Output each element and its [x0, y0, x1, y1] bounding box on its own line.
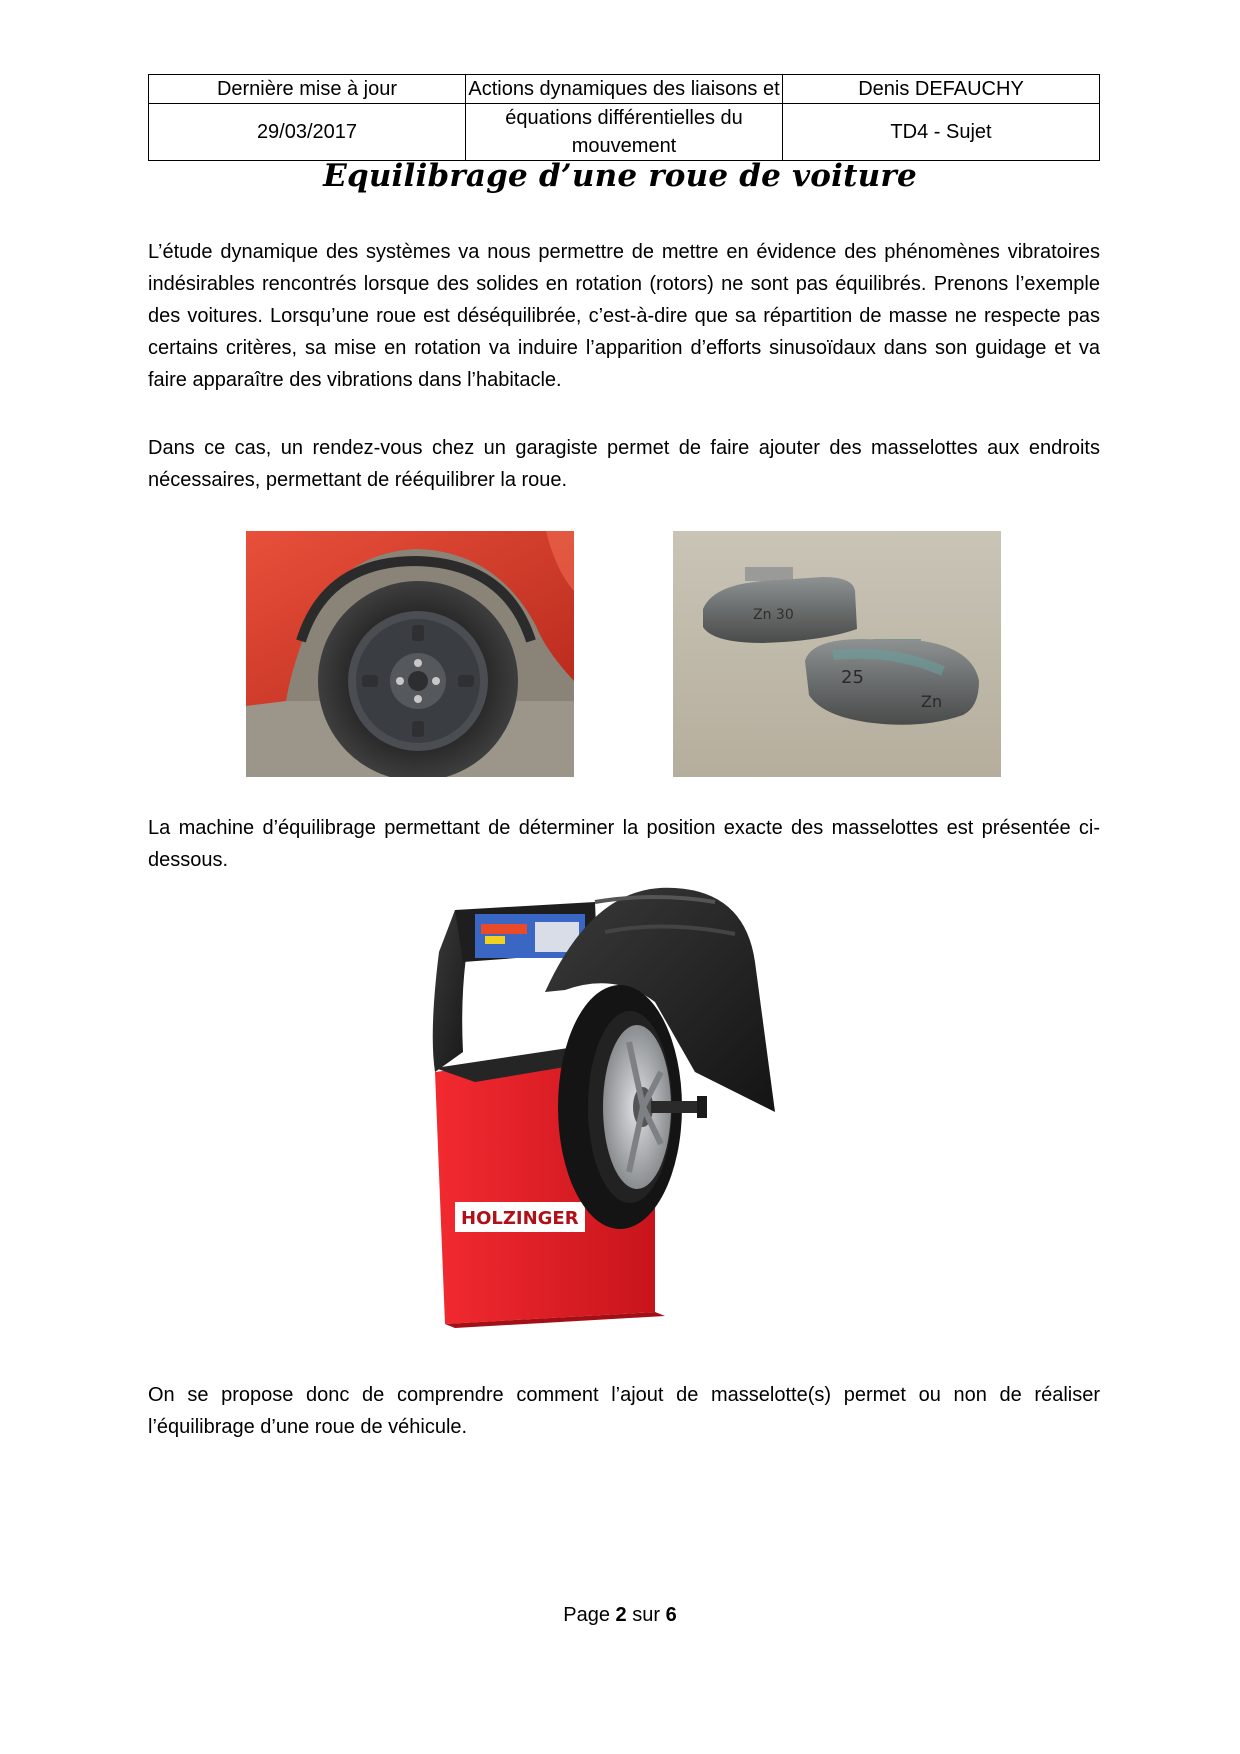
paragraph-intro: L’étude dynamique des systèmes va nous permettre de mettre en évidence des phénomènes vibratoires indésirables rencontrés lorsque des solides en rotation (rotors) ne sont pas équilibrés. Prenons l’exemple des voitures. Lorsqu’une roue est déséquilibrée, c’est-à-dire que sa répartition de masse ne respecte pas certains critères, sa mise en rotation va induire l’apparition d’efforts sinusoïdaux dans son guidage et va faire apparaître des vibrations dans l’habitacle.	[148, 241, 1100, 391]
header-document-code: TD4 - Sujet	[783, 104, 1100, 161]
paragraph-objective: On se propose donc de comprendre comment l’ajout de masselotte(s) permet ou non de réaliser l’équilibrage d’une roue de véhicule.	[148, 1384, 1100, 1438]
car-wheel-photo	[246, 531, 574, 777]
machine-brand-label: HOLZINGER	[461, 1208, 579, 1229]
weight-mark-zn: Zn	[921, 692, 943, 711]
footer-page-prefix: Page	[563, 1604, 610, 1626]
header-update-date: 29/03/2017	[149, 104, 466, 161]
page-footer	[0, 1604, 1240, 1627]
paragraph-machine: La machine d’équilibrage permettant de déterminer la position exacte des masselottes est présentée ci-dessous.	[148, 817, 1100, 871]
document-header	[148, 74, 1100, 161]
header-author: Denis DEFAUCHY	[783, 75, 1100, 104]
header-last-update-label: Dernière mise à jour	[149, 75, 466, 104]
footer-current-page: 2	[615, 1604, 627, 1626]
weight-mark-zn30: Zn 30	[753, 607, 794, 623]
footer-total-pages: 6	[665, 1604, 677, 1626]
footer-separator: sur	[632, 1604, 661, 1626]
header-course-title-line2: équations différentielles du mouvement	[466, 104, 783, 161]
weight-mark-25: 25	[841, 667, 864, 688]
page-title: Equilibrage d’une roue de voiture	[323, 158, 917, 194]
header-course-title-line1: Actions dynamiques des liaisons et	[466, 75, 783, 104]
balancing-machine-photo	[415, 872, 835, 1340]
balancing-weights-photo	[673, 531, 1001, 777]
paragraph-garage: Dans ce cas, un rendez-vous chez un garagiste permet de faire ajouter des masselottes aux endroits nécessaires, permettant de rééquilibrer la roue.	[148, 437, 1100, 491]
